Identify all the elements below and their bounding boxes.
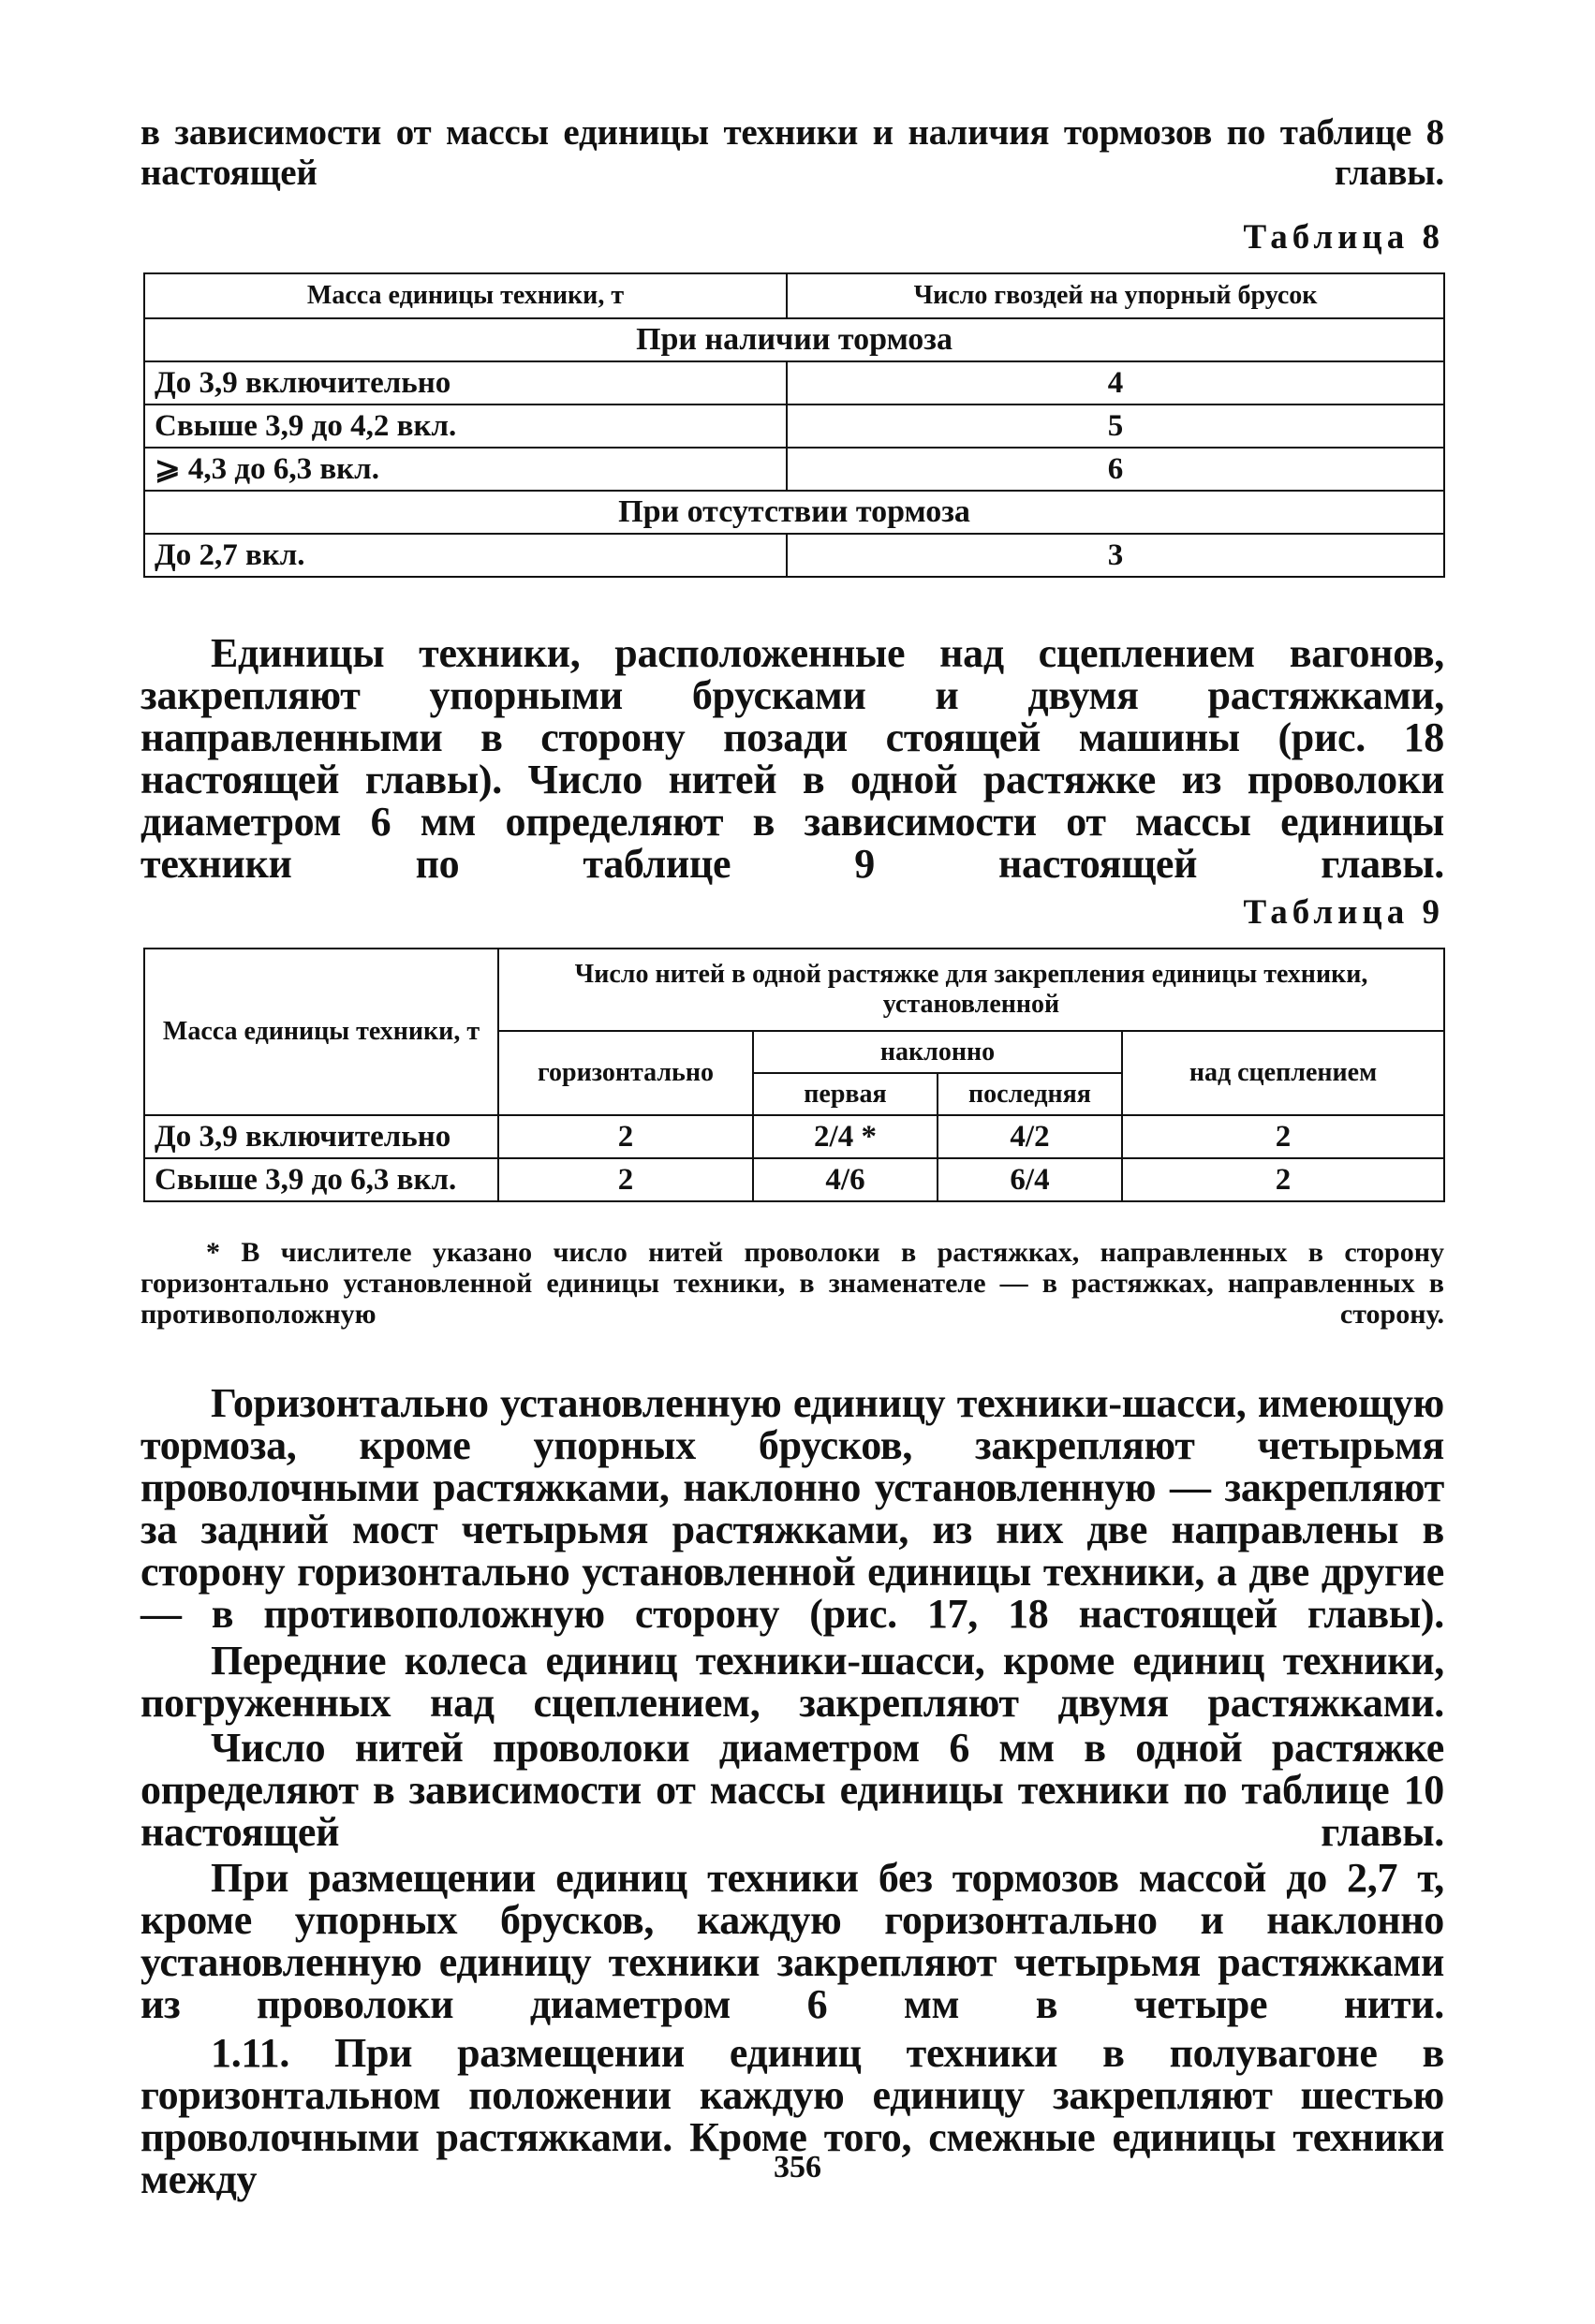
- table8-header-row: [144, 273, 1444, 318]
- table8-group-brake: При наличии тормоза: [144, 318, 1444, 361]
- table9-header-row: [144, 949, 1444, 1031]
- table9-cell-first: 2/4 *: [753, 1115, 938, 1158]
- table9-cell-horizontal: 2: [498, 1115, 753, 1158]
- paragraph-5: При размещении единиц техники без тормозов массой до 2,7 т, кроме упорных брусков, каждую горизонтально и наклонно установленную единицу техники закрепляют четырьмя растяжками из проволоки диаметром 6 мм в четыре нити.: [140, 1855, 1444, 2027]
- table8-group-row: [144, 318, 1444, 361]
- table9-header-over-coupling: над сцеплением: [1122, 1031, 1444, 1115]
- table9-cell-horizontal: 2: [498, 1158, 753, 1201]
- table8-cell-mass: До 3,9 включительно: [144, 361, 787, 404]
- paragraph-4: Число нитей проволоки диаметром 6 мм в одной растяжке определяют в зависимости от массы единицы техники по таблице 10 настоящей главы.: [140, 1725, 1444, 1855]
- table9-header-main: Число нитей в одной растяжке для закрепления единицы техники, установленной: [498, 949, 1444, 1031]
- table-row: [144, 1115, 1444, 1158]
- table9-header-inclined: наклонно: [753, 1031, 1122, 1073]
- paragraph-3: Передние колеса единиц техники-шасси, кроме единиц техники, погруженных над сцеплением, закрепляют двумя растяжками.: [140, 1638, 1444, 1726]
- table9-cell-last: 6/4: [938, 1158, 1122, 1201]
- table-row: [144, 404, 1444, 448]
- table-row: [144, 534, 1444, 577]
- table9-cell-last: 4/2: [938, 1115, 1122, 1158]
- table9-cell-mass: Свыше 3,9 до 6,3 вкл.: [144, 1158, 498, 1201]
- table9-caption: Таблица 9: [1243, 893, 1444, 932]
- table-row: [144, 361, 1444, 404]
- table9-footnote: * В числителе указано число нитей проволоки в растяжках, направленных в сторону горизонтально установленной единицы техники, в знаменателе — в растяжках, направленных в противоположную сторону.: [140, 1237, 1444, 1330]
- table8-group-row: [144, 491, 1444, 534]
- table9-cell-mass: До 3,9 включительно: [144, 1115, 498, 1158]
- table8-cell-nails: 6: [787, 448, 1444, 491]
- intro-text: в зависимости от массы единицы техники и наличия тормозов по таблице 8 настоящей главы.: [140, 112, 1444, 193]
- table9-cell-first: 4/6: [753, 1158, 938, 1201]
- table9-cell-over: 2: [1122, 1115, 1444, 1158]
- table8-cell-nails: 3: [787, 534, 1444, 577]
- table8-header-nails: Число гвоздей на упорный брусок: [787, 273, 1444, 318]
- table8-cell-mass: ⩾ 4,3 до 6,3 вкл.: [144, 448, 787, 491]
- table-row: [144, 448, 1444, 491]
- paragraph-6: 1.11. При размещении единиц техники в полувагоне в горизонтальном положении каждую единицу закрепляют шестью проволочными растяжками. Кроме того, смежные единицы техники между: [140, 2030, 1444, 2202]
- table8-caption: Таблица 8: [1243, 218, 1444, 257]
- table-8: [143, 272, 1445, 578]
- table8-header-mass: Масса единицы техники, т: [144, 273, 787, 318]
- table8-group-no-brake: При отсутствии тормоза: [144, 491, 1444, 534]
- table9-header-first: первая: [753, 1073, 938, 1115]
- paragraph-1: Единицы техники, расположенные над сцеплением вагонов, закрепляют упорными брусками и двумя растяжками, направленными в сторону позади стоящей машины (рис. 18 настоящей главы). Число нитей в одной растяжке из проволоки диаметром 6 мм определяют в зависимости от массы единицы техники по таблице 9 настоящей главы.: [140, 630, 1444, 887]
- table9-cell-over: 2: [1122, 1158, 1444, 1201]
- page-number: 356: [774, 2150, 821, 2184]
- table9-header-last: последняя: [938, 1073, 1122, 1115]
- table-row: [144, 1158, 1444, 1201]
- table8-cell-mass: До 2,7 вкл.: [144, 534, 787, 577]
- table8-cell-mass: Свыше 3,9 до 4,2 вкл.: [144, 404, 787, 448]
- table-9: [143, 948, 1445, 1202]
- table8-cell-nails: 4: [787, 361, 1444, 404]
- table9-header-horizontal: горизонтально: [498, 1031, 753, 1115]
- table8-cell-nails: 5: [787, 404, 1444, 448]
- paragraph-2: Горизонтально установленную единицу техники-шасси, имеющую тормоза, кроме упорных брусков, закрепляют четырьмя проволочными растяжками, наклонно установленную — закрепляют за задний мост четырьмя растяжками, из них две направлены в сторону горизонтально установленной единицы техники, а две другие — в противоположную сторону (рис. 17, 18 настоящей главы).: [140, 1380, 1444, 1637]
- table9-header-mass: Масса единицы техники, т: [144, 949, 498, 1115]
